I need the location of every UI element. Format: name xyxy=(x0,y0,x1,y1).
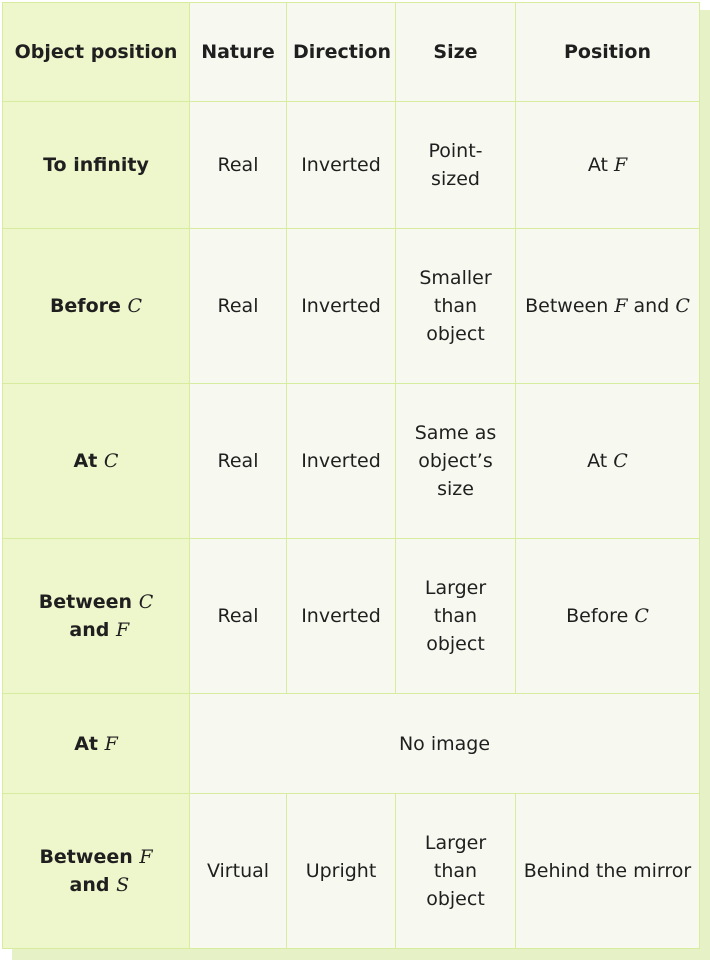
direction-cell: Inverted xyxy=(287,102,396,229)
size-line: Same as xyxy=(414,422,497,444)
size-line: size xyxy=(437,478,474,500)
table-row xyxy=(3,794,700,949)
direction-cell: Inverted xyxy=(287,384,396,539)
object-position-cell xyxy=(3,694,190,794)
header-direction: Direction xyxy=(287,3,396,102)
header-size: Size xyxy=(396,3,516,102)
size-cell xyxy=(396,384,516,539)
object-position-text: At xyxy=(74,732,105,755)
size-cell xyxy=(396,539,516,694)
position-text: Between xyxy=(525,295,615,317)
object-position-text: At xyxy=(73,450,104,472)
object-position-cell xyxy=(3,539,190,694)
position-symbol: F xyxy=(613,154,628,176)
object-position-text: Between xyxy=(39,846,140,868)
size-cell xyxy=(396,794,516,949)
object-position-symbol: C xyxy=(103,450,119,472)
position-symbol: C xyxy=(634,605,649,627)
size-line: than xyxy=(433,860,478,882)
nature-cell: Real xyxy=(190,384,287,539)
nature-cell: Real xyxy=(190,102,287,229)
position-text: Before xyxy=(566,605,635,627)
table-row xyxy=(3,229,700,384)
size-line: Smaller xyxy=(419,267,492,289)
table-row xyxy=(3,102,700,229)
position-text: At xyxy=(587,450,614,472)
image-position-cell: Behind the mirror xyxy=(516,794,700,949)
object-position-symbol: F xyxy=(116,619,130,641)
position-text: and xyxy=(627,295,676,317)
object-position-text: and xyxy=(62,874,117,896)
size-line: object’s xyxy=(418,450,493,472)
position-symbol: C xyxy=(613,450,628,472)
position-symbol: C xyxy=(675,295,690,317)
size-line: object xyxy=(426,888,485,910)
direction-cell: Upright xyxy=(287,794,396,949)
image-position-cell xyxy=(516,539,700,694)
image-formation-table xyxy=(2,2,700,949)
header-position: Position xyxy=(516,3,700,102)
header-nature: Nature xyxy=(190,3,287,102)
image-position-cell xyxy=(516,102,700,229)
direction-cell: Inverted xyxy=(287,539,396,694)
object-position-cell xyxy=(3,229,190,384)
direction-cell: Inverted xyxy=(287,229,396,384)
object-position-symbol: F xyxy=(104,732,118,755)
image-position-cell xyxy=(516,384,700,539)
size-line: object xyxy=(426,323,485,345)
object-position-symbol: F xyxy=(139,846,153,868)
object-position-symbol: C xyxy=(127,295,143,317)
table-row xyxy=(3,384,700,539)
header-object-position: Object position xyxy=(3,3,190,102)
size-line: sized xyxy=(431,168,480,190)
object-position-cell xyxy=(3,384,190,539)
object-position-cell xyxy=(3,794,190,949)
header-row xyxy=(3,3,700,102)
object-position-text: Before xyxy=(49,295,128,317)
size-cell xyxy=(396,229,516,384)
object-position-text: and xyxy=(62,619,116,641)
object-position-symbol: S xyxy=(116,874,130,896)
object-position-text: Between xyxy=(38,591,139,613)
table-row xyxy=(3,694,700,794)
object-position-symbol: C xyxy=(138,591,154,613)
size-line: object xyxy=(426,633,485,655)
position-text: At xyxy=(587,154,614,176)
nature-cell: Real xyxy=(190,229,287,384)
size-line: Larger xyxy=(424,577,487,599)
no-image-cell: No image xyxy=(190,694,700,794)
nature-cell: Virtual xyxy=(190,794,287,949)
nature-cell: Real xyxy=(190,539,287,694)
object-position-cell: To infinity xyxy=(3,102,190,229)
size-line: than xyxy=(433,605,478,627)
image-position-cell xyxy=(516,229,700,384)
size-line: Larger xyxy=(424,832,487,854)
size-cell xyxy=(396,102,516,229)
position-symbol: F xyxy=(614,295,628,317)
size-line: than xyxy=(433,295,478,317)
table-row xyxy=(3,539,700,694)
size-line: Point- xyxy=(428,140,483,162)
